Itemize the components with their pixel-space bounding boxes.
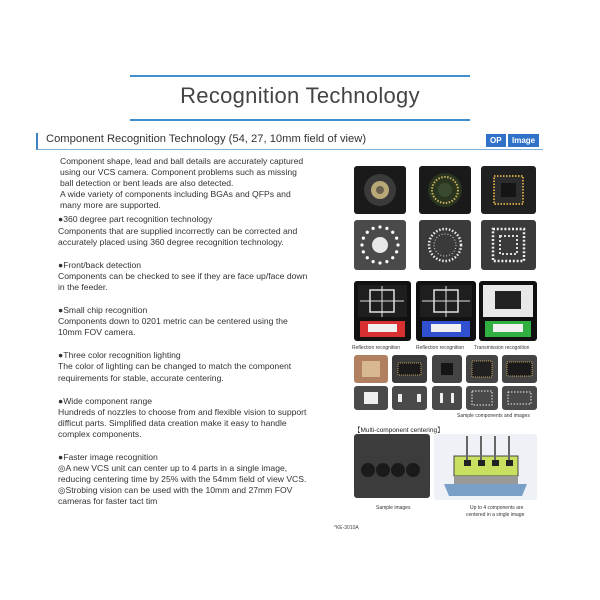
feature-title: ●Three color recognition lighting bbox=[58, 350, 181, 361]
component-photo-2 bbox=[419, 166, 471, 214]
intro-line: ball detection or bent leads are also detected. bbox=[60, 178, 234, 189]
sample-component-4 bbox=[466, 355, 498, 383]
title-rule-top bbox=[130, 75, 470, 77]
feature-line: ◎A new VCS unit can center up to 4 parts in a single image, bbox=[58, 463, 288, 474]
feature-line: in the feeder. bbox=[58, 281, 108, 292]
feature-faster-recognition bbox=[58, 452, 350, 507]
sample-image-5 bbox=[502, 386, 537, 410]
sample-image-1 bbox=[354, 386, 388, 410]
feature-title: ●Front/back detection bbox=[58, 259, 142, 270]
feature-title: ●Small chip recognition bbox=[58, 305, 148, 316]
title-block bbox=[130, 75, 470, 121]
sample-image-3 bbox=[432, 386, 462, 410]
component-photo-1 bbox=[354, 166, 406, 214]
feature-line: difficut parts. Simplified data creation make it easy to handle bbox=[58, 417, 287, 428]
sample-images-caption: Sample images bbox=[376, 505, 411, 511]
recognition-image-3 bbox=[481, 220, 536, 270]
op-badge: OP bbox=[486, 134, 506, 147]
feature-line: reducing centering time by 25% with the 54mm field of view VCS. bbox=[58, 474, 307, 485]
multi-component-centering-label: 【Multi-component centering】 bbox=[354, 427, 444, 434]
intro-line: many more are supported. bbox=[60, 200, 161, 211]
image-badge: Image bbox=[508, 134, 539, 147]
feature-line: Components that are supplied incorrectly can be corrected and bbox=[58, 225, 298, 236]
description-column bbox=[58, 156, 350, 519]
feature-line: Components down to 0201 metric can be centered using the bbox=[58, 316, 288, 327]
feature-title: ●Wide component range bbox=[58, 395, 153, 406]
transmission-recognition-green-image bbox=[479, 281, 537, 341]
component-photo-3 bbox=[481, 166, 536, 214]
feature-front-back bbox=[58, 260, 350, 293]
multi-component-sample-image bbox=[354, 434, 430, 498]
intro-line: A wide variety of components including BGAs and QFPs and bbox=[60, 189, 291, 200]
sample-component-2 bbox=[392, 355, 427, 383]
feature-line: accurately placed using 360 degree recognition technology. bbox=[58, 236, 284, 247]
reflection-recognition-red-image bbox=[354, 281, 411, 341]
footnote: *KE-3010A bbox=[334, 525, 359, 531]
recognition-image-2 bbox=[419, 220, 471, 270]
section-header bbox=[36, 133, 543, 150]
feature-line: complex components. bbox=[58, 428, 142, 439]
intro-paragraph bbox=[60, 156, 350, 211]
feature-line: Hundreds of nozzles to choose from and flexible vision to support bbox=[58, 406, 307, 417]
feature-three-color-lighting bbox=[58, 350, 350, 383]
sample-component-5 bbox=[502, 355, 537, 383]
feature-line: cameras for faster tact tim bbox=[58, 496, 158, 507]
sample-components-caption: Sample components and images bbox=[457, 413, 530, 419]
feature-line: requirements for stable, accurate centering. bbox=[58, 372, 224, 383]
sample-image-4 bbox=[466, 386, 498, 410]
feature-360-recognition bbox=[58, 214, 350, 247]
sample-image-2 bbox=[392, 386, 427, 410]
up-to-4-components-caption-line-2: centered in a single image bbox=[466, 512, 525, 518]
feature-small-chip bbox=[58, 305, 350, 338]
feature-line: ◎Strobing vision can be used with the 10mm and 27mm FOV bbox=[58, 485, 293, 496]
feature-title: ●360 degree part recognition technology bbox=[58, 214, 213, 225]
recognition-image-1 bbox=[354, 220, 406, 270]
sample-component-3 bbox=[432, 355, 462, 383]
reflection-recognition-blue-image bbox=[416, 281, 476, 341]
intro-line: using our VCS camera. Component problems such as missing bbox=[60, 167, 297, 178]
page-title: Recognition Technology bbox=[180, 83, 420, 108]
feature-wide-component-range bbox=[58, 396, 350, 440]
multi-component-nozzle-diagram bbox=[434, 434, 537, 500]
title-rule-bottom bbox=[130, 119, 470, 121]
reflection-recognition-caption-1: Reflection recognition bbox=[352, 345, 401, 351]
transmission-recognition-caption: Transmission recognition bbox=[474, 345, 530, 351]
reflection-recognition-caption-2: Reflection recognition bbox=[416, 345, 465, 351]
feature-line: The color of lighting can be changed to match the component bbox=[58, 361, 292, 372]
up-to-4-components-caption-line-1: Up to 4 components are bbox=[470, 505, 524, 511]
sample-component-1 bbox=[354, 355, 388, 383]
feature-line: 10mm FOV camera. bbox=[58, 327, 136, 338]
intro-line: Component shape, lead and ball details are accurately captured bbox=[60, 156, 304, 166]
feature-title: ●Faster image recognition bbox=[58, 451, 158, 462]
section-title: Component Recognition Technology (54, 27, 10mm field of view) bbox=[46, 133, 367, 145]
feature-line: Components can be checked to see if they are face up/face down bbox=[58, 270, 308, 281]
